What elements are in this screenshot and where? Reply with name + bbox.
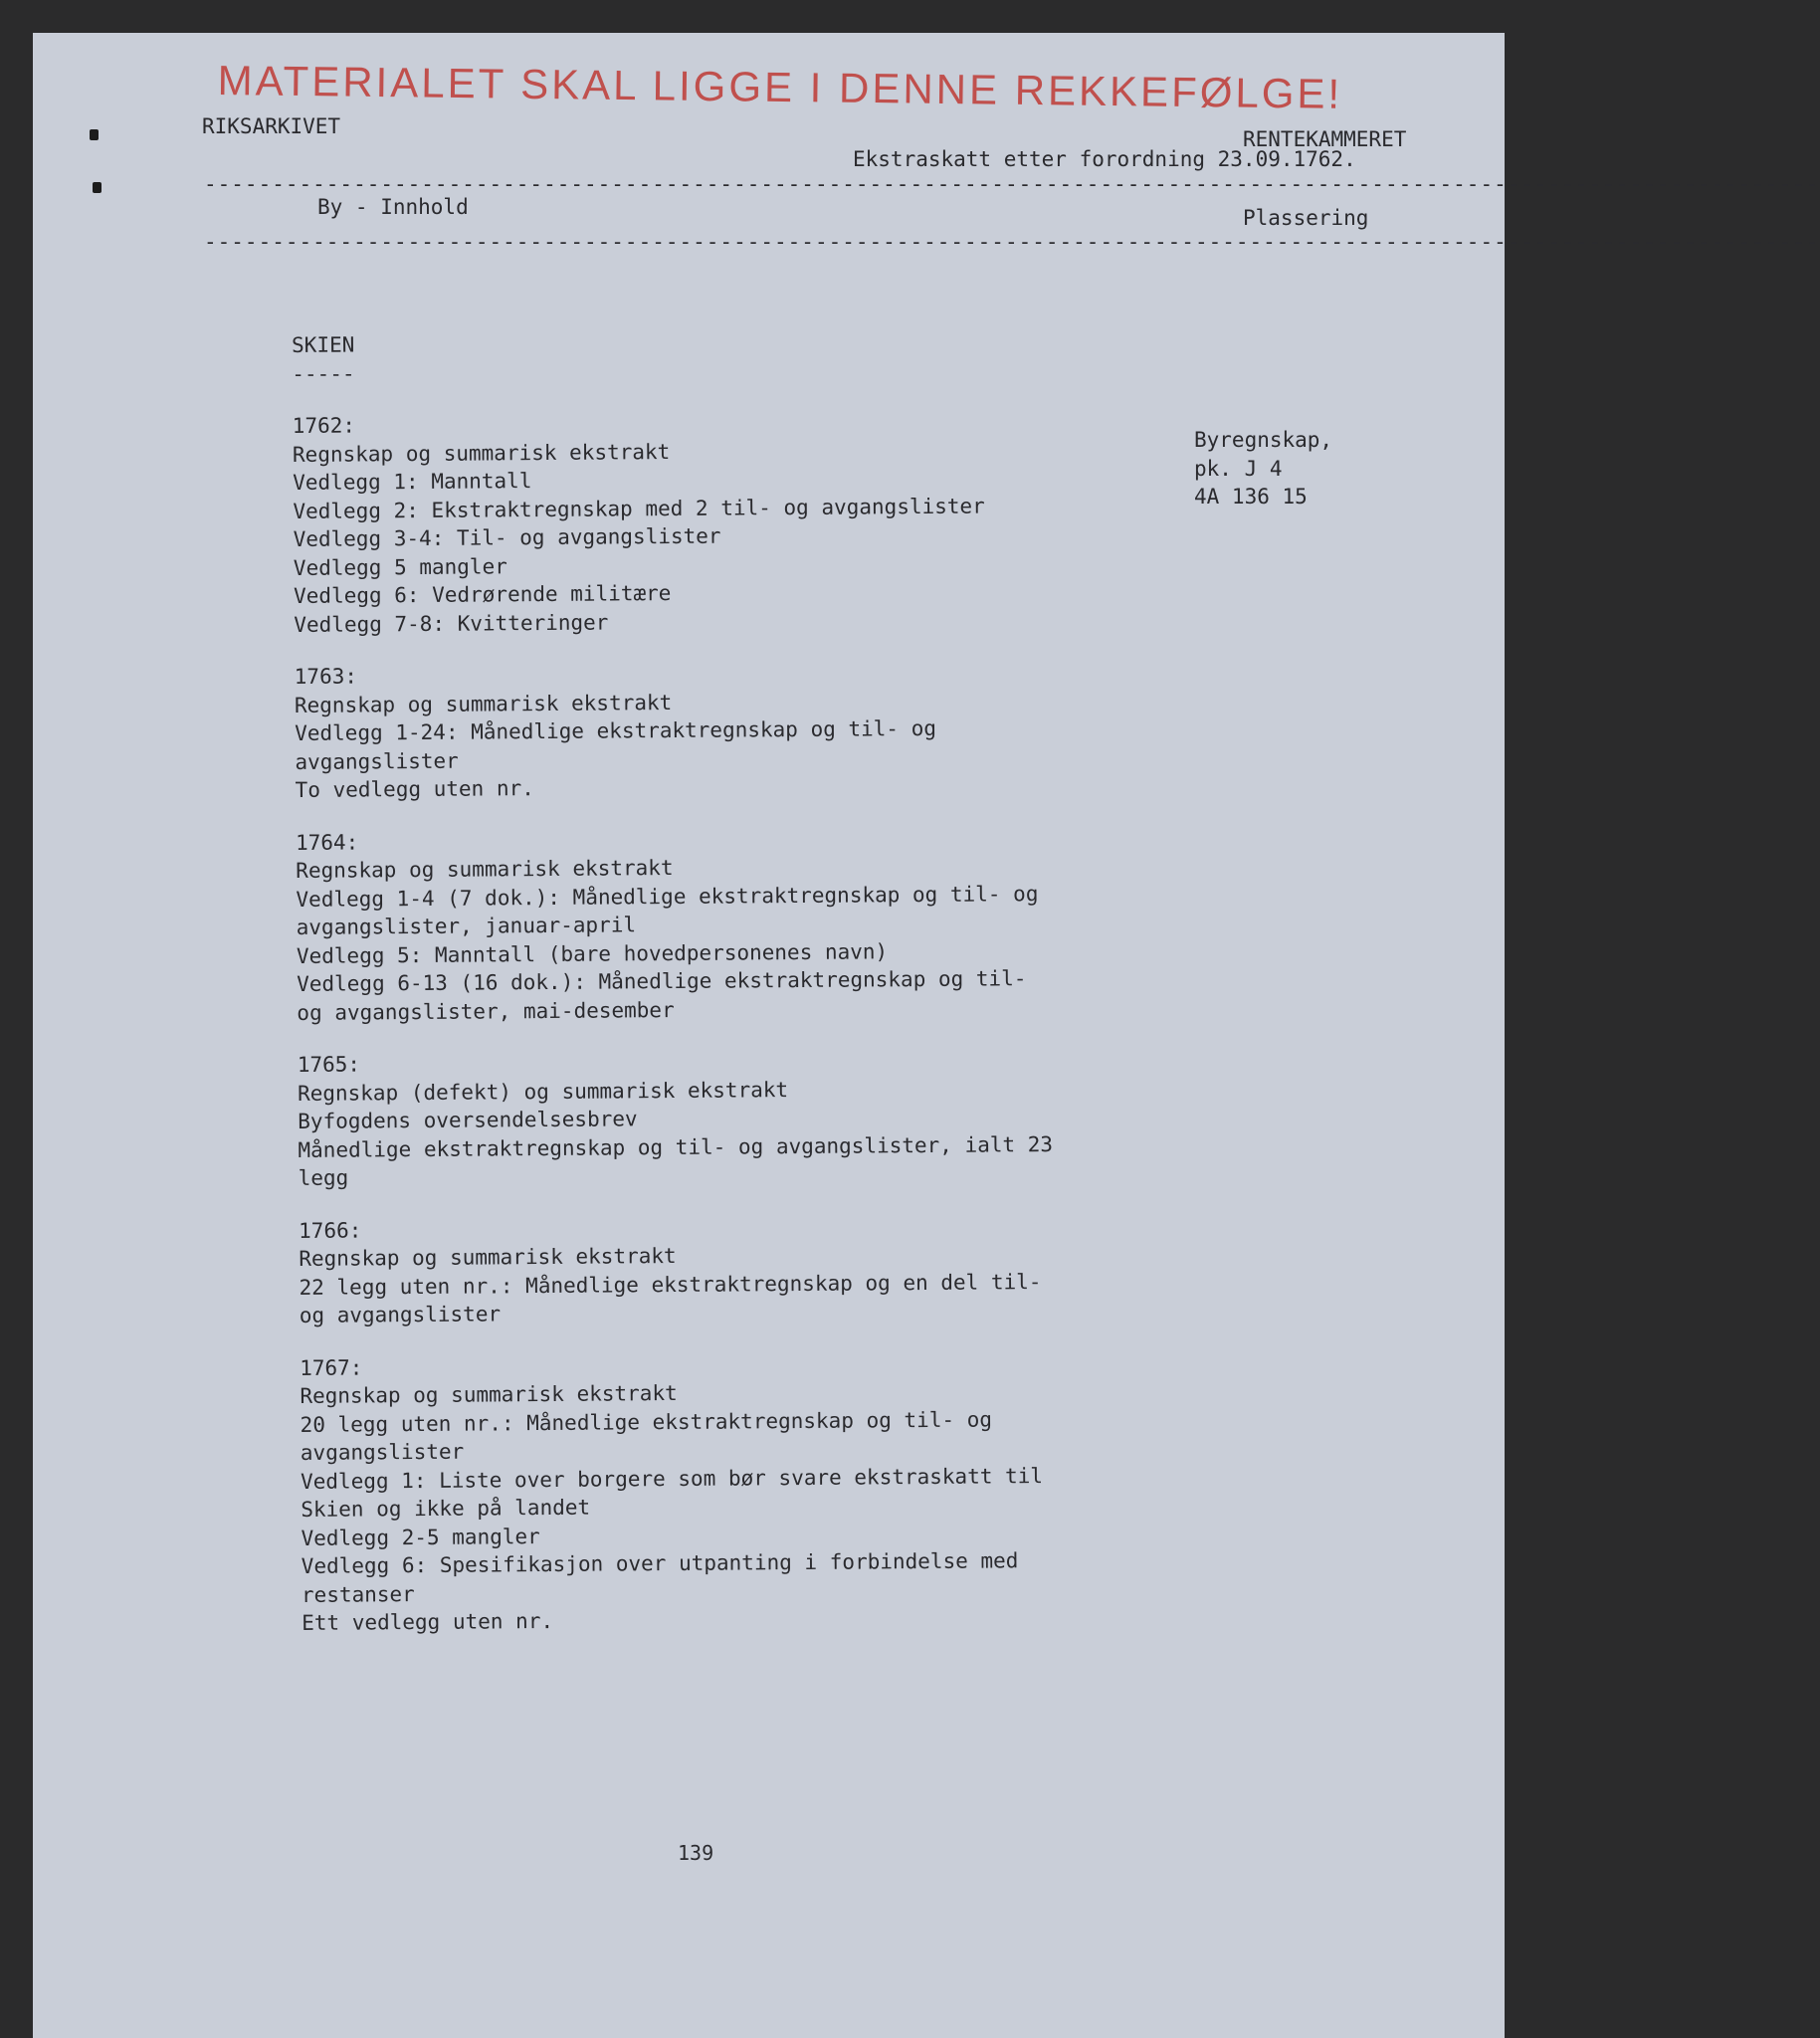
document-page [33,33,1820,2038]
entry-line: Regnskap og summarisk ekstrakt [300,1380,678,1408]
header-subtitle: Ekstraskatt etter forordning 23.09.1762. [853,147,1356,171]
entry-line: Byfogdens oversendelsesbrev [298,1107,638,1133]
header-department: RENTEKAMMERET [1243,127,1407,151]
entry-line: avgangslister [300,1439,465,1465]
header-rule-bottom: ----------------------------------------------------------------------------------------------------------------------- [204,230,1820,254]
year-heading: 1764: [295,829,359,855]
punch-hole-mark [93,182,101,193]
entry-line: Regnskap og summarisk ekstrakt [299,1243,677,1271]
entry-line: Vedlegg 2: Ekstraktregnskap med 2 til- og avgangslister [293,494,985,523]
section-1765 [298,1045,1054,1192]
entry-line: Vedlegg 6: Vedrørende militære [293,581,672,608]
header-archive: RIKSARKIVET [202,114,341,138]
handwritten-note: MATERIALET SKAL LIGGE I DENNE REKKEFØLGE! [217,57,1343,117]
entry-line: restanser [301,1581,415,1607]
entry-line: Vedlegg 1-24: Månedlige ekstraktregnskap og til- og [295,715,937,745]
entry-line: og avgangslister [299,1302,502,1327]
year-heading: 1762: [292,413,356,438]
section-1762 [293,406,1049,639]
entry-line: Regnskap og summarisk ekstrakt [296,856,674,883]
city-title: SKIEN [292,332,355,357]
entry-line: 20 legg uten nr.: Månedlige ekstraktregnskap og til- og [300,1407,993,1437]
year-heading: 1765: [297,1052,361,1077]
entry-line: Regnskap og summarisk ekstrakt [292,439,671,467]
punch-hole-mark [90,129,99,140]
section-1763 [295,657,1051,804]
entry-line: Regnskap (defekt) og summarisk ekstrakt [297,1077,789,1106]
entry-line: Regnskap og summarisk ekstrakt [294,690,673,717]
entry-line: Ett vedlegg uten nr. [302,1608,554,1635]
page-number: 139 [678,1841,714,1865]
entry-line: Månedlige ekstraktregnskap og til- og avgangslister, ialt 23 [298,1131,1054,1162]
placement-line: Byregnskap, [1194,428,1333,452]
section-1767 [300,1348,1057,1638]
entry-line: og avgangslister, mai-desember [297,997,675,1025]
column-header-right: Plassering [1243,206,1369,230]
year-heading: 1767: [300,1354,363,1380]
entry-line: Vedlegg 5: Manntall (bare hovedpersonenes navn) [296,938,889,968]
section-1766 [299,1211,1054,1330]
entry-line: avgangslister, januar-april [296,913,637,939]
entry-line: Vedlegg 6: Spesifikasjon over utpanting i forbindelse med [301,1548,1019,1578]
placement-note [1194,426,1332,511]
entry-line: Vedlegg 1: Liste over borgere som bør svare ekstraskatt til [300,1463,1044,1494]
entry-line: Vedlegg 6-13 (16 dok.): Månedlige ekstraktregnskap og til- [297,966,1027,996]
entry-line: avgangslister [295,748,459,774]
entry-line: Vedlegg 5 mangler [293,553,507,580]
entry-line: To vedlegg uten nr. [295,776,534,802]
content-block [292,325,1057,1637]
entry-line: Vedlegg 7-8: Kvitteringer [294,610,609,637]
entry-line: legg [298,1165,349,1190]
entry-line: 22 legg uten nr.: Månedlige ekstraktregnskap og en del til- [299,1269,1042,1300]
entry-line: Vedlegg 1: Manntall [293,469,532,495]
entry-line: Vedlegg 3-4: Til- og avgangslister [293,523,721,551]
column-header-left: By - Innhold [317,195,469,219]
placement-line: pk. J 4 [1194,456,1283,481]
header-rule-top: ----------------------------------------------------------------------------------------------------------------------- [204,172,1820,196]
entry-line: Skien og ikke på landet [301,1495,591,1522]
city-underline: ----- [292,361,355,386]
year-heading: 1763: [294,664,358,689]
entry-line: Vedlegg 2-5 mangler [301,1524,540,1550]
entry-line: Vedlegg 1-4 (7 dok.): Månedlige ekstraktregnskap og til- og [296,881,1039,912]
section-1764 [296,823,1052,1027]
placement-line: 4A 136 15 [1194,485,1308,509]
year-heading: 1766: [299,1217,362,1243]
